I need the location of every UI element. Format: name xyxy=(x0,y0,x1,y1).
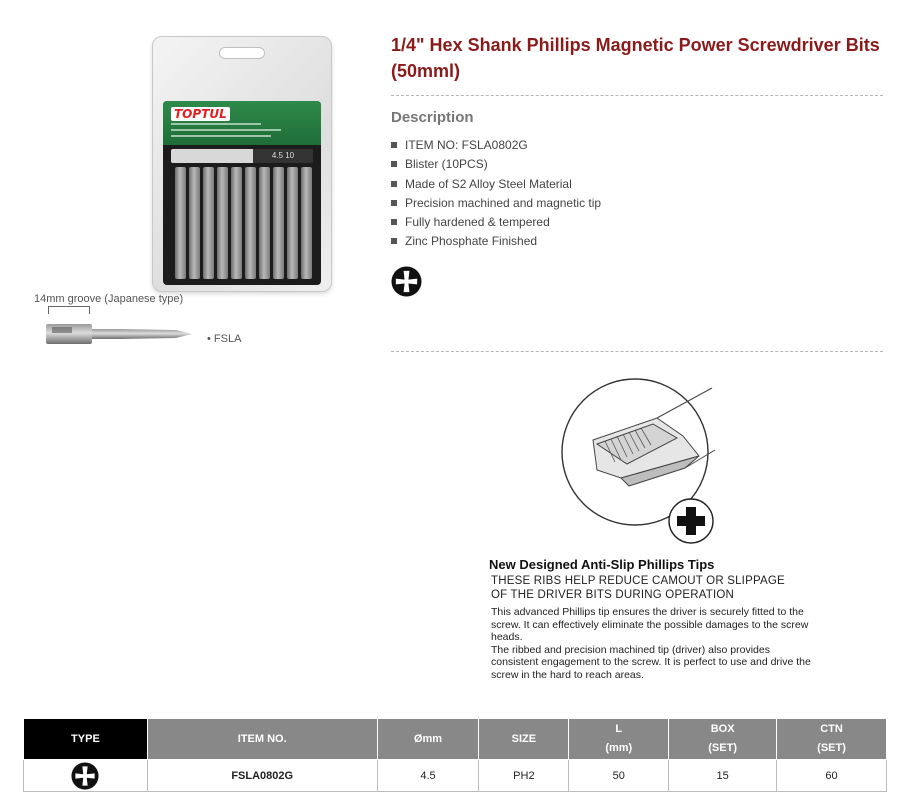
feature-body xyxy=(491,606,811,682)
bit xyxy=(231,167,242,279)
tip-closeup-illustration xyxy=(557,378,717,544)
bit xyxy=(301,167,312,279)
card-size-tag: 4.5 10 xyxy=(253,149,313,163)
bullet-icon xyxy=(391,200,397,206)
bullet-icon xyxy=(391,181,397,187)
bit xyxy=(175,167,186,279)
package-card xyxy=(163,101,321,285)
column-header-diameter: Ømm xyxy=(377,719,479,760)
feature-paragraph: The ribbed and precision machined tip (driver) also provides consistent engagement to the screw. It is perfect to use and drive the screw in the hard to reach areas. xyxy=(491,643,811,681)
bullet-icon xyxy=(391,161,397,167)
bullet-icon xyxy=(391,219,397,225)
bit xyxy=(259,167,270,279)
phillips-icon xyxy=(71,762,99,790)
list-item: Made of S2 Alloy Steel Material xyxy=(391,177,601,196)
bullet-icon xyxy=(391,238,397,244)
cell-diameter: 4.5 xyxy=(377,760,479,792)
bit xyxy=(189,167,200,279)
groove-bracket xyxy=(48,306,90,314)
brand-logo: TOPTUL xyxy=(171,107,230,121)
cell-size: PH2 xyxy=(479,760,569,792)
list-item: ITEM NO: FSLA0802G xyxy=(391,138,601,157)
phillips-icon xyxy=(391,266,422,297)
column-header-box: BOX (SET) xyxy=(669,719,777,760)
table-header-row xyxy=(24,719,887,760)
cell-item-no: FSLA0802G xyxy=(147,760,377,792)
card-size-label xyxy=(171,149,313,163)
card-text-line xyxy=(171,135,271,137)
hang-hole xyxy=(219,47,265,59)
single-bit-image xyxy=(44,318,204,354)
bit-series-label: • FSLA xyxy=(207,333,242,345)
cell-box: 15 xyxy=(669,760,777,792)
list-item: Precision machined and magnetic tip xyxy=(391,196,601,215)
divider xyxy=(391,351,883,352)
column-header-ctn: CTN (SET) xyxy=(777,719,887,760)
feature-paragraph: This advanced Phillips tip ensures the driver is securely fitted to the screw. It can effectively eliminate the possible damages to the screw heads. xyxy=(491,606,809,644)
table-row xyxy=(24,760,887,792)
cell-ctn: 60 xyxy=(777,760,887,792)
feature-subheading: THESE RIBS HELP REDUCE CAMOUT OR SLIPPAGE OF THE DRIVER BITS DURING OPERATION xyxy=(491,575,785,601)
divider xyxy=(391,95,883,96)
feature-heading: New Designed Anti-Slip Phillips Tips xyxy=(489,557,715,572)
cell-length: 50 xyxy=(569,760,669,792)
column-header-size: SIZE xyxy=(479,719,569,760)
card-text-line xyxy=(171,123,261,125)
list-item: Fully hardened & tempered xyxy=(391,215,601,234)
bullet-icon xyxy=(391,142,397,148)
list-item: Blister (10PCS) xyxy=(391,157,601,176)
bit xyxy=(217,167,228,279)
column-header-type: TYPE xyxy=(24,719,148,760)
groove-label: 14mm groove (Japanese type) xyxy=(34,293,184,305)
bit xyxy=(203,167,214,279)
bit xyxy=(287,167,298,279)
card-header xyxy=(163,101,321,145)
cell-type xyxy=(24,760,148,792)
column-header-item-no: ITEM NO. xyxy=(147,719,377,760)
bit xyxy=(273,167,284,279)
product-package-image xyxy=(152,36,332,292)
card-text-line xyxy=(171,129,281,131)
feature-list xyxy=(391,138,601,254)
bit-set xyxy=(173,167,313,281)
description-heading: Description xyxy=(391,109,474,126)
spec-table xyxy=(23,718,887,792)
bit xyxy=(245,167,256,279)
column-header-length: L (mm) xyxy=(569,719,669,760)
list-item: Zinc Phosphate Finished xyxy=(391,234,601,253)
page-title: 1/4" Hex Shank Phillips Magnetic Power Screwdriver Bits (50mml) xyxy=(391,35,880,81)
